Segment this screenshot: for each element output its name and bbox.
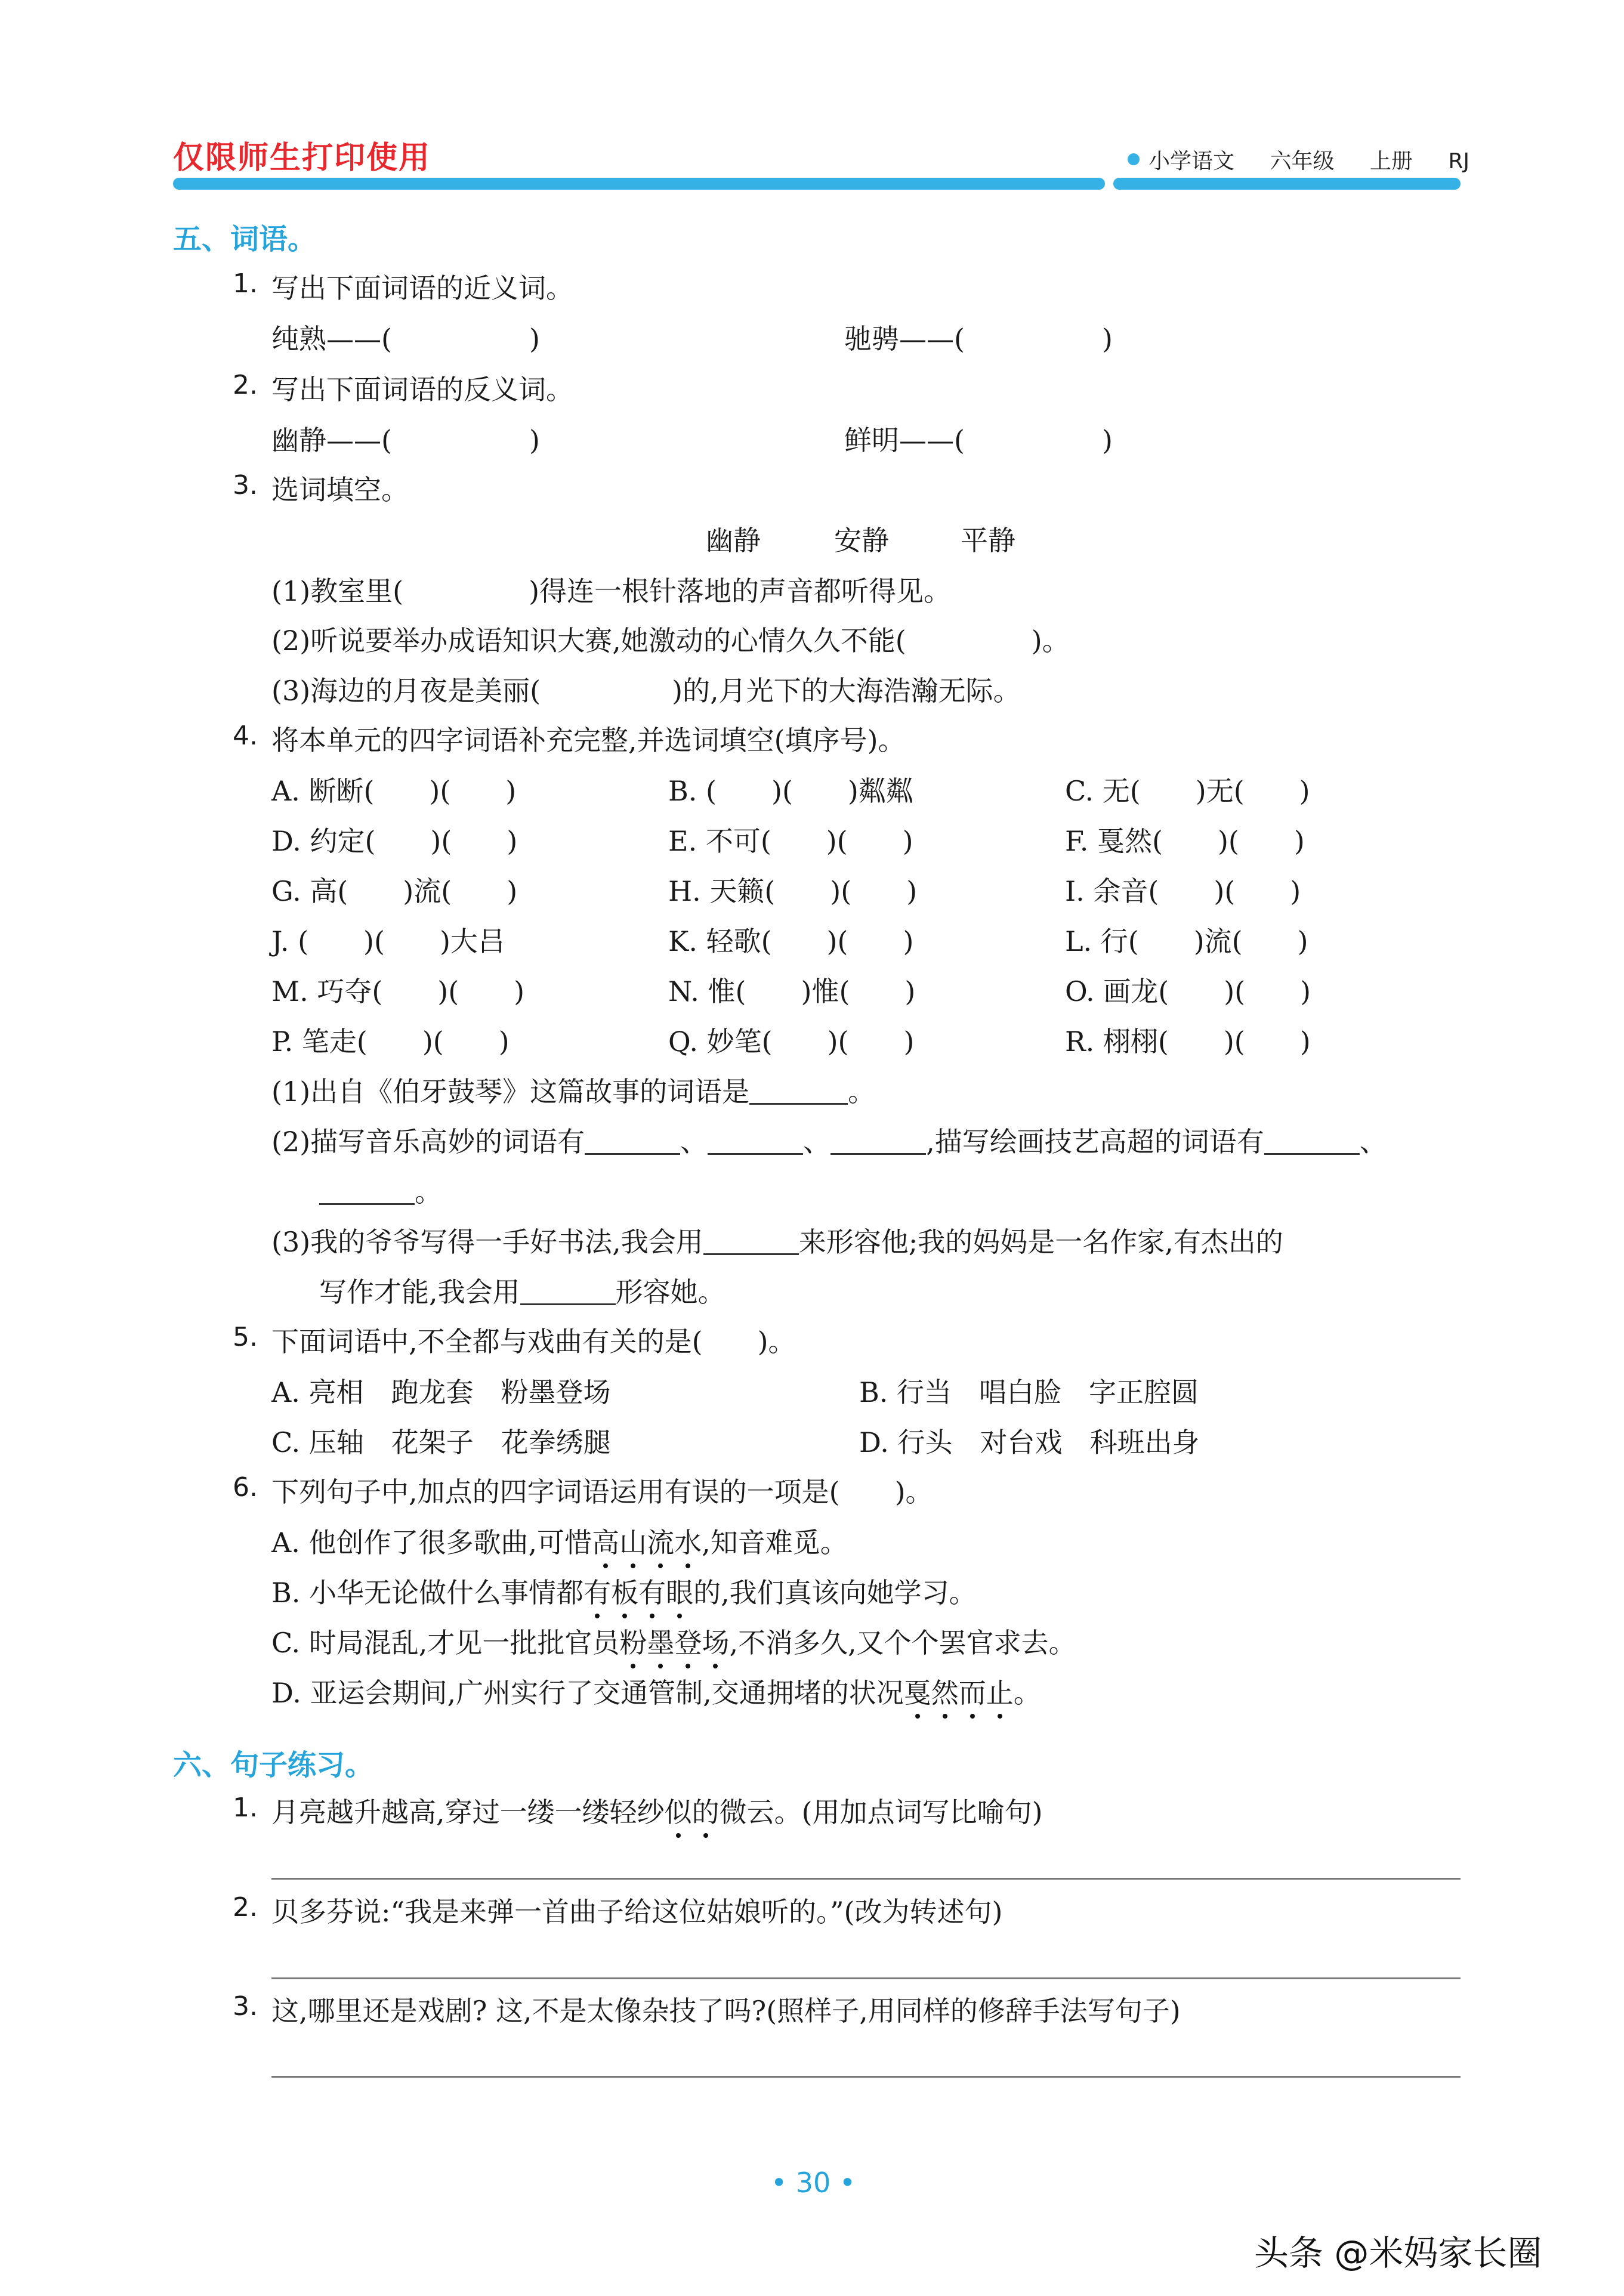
volume-label: 上册 <box>1369 149 1413 174</box>
q6-text: 下列句子中,加点的四字词语运用有误的一项是( )。 <box>271 1476 933 1508</box>
q6-option-A: A. 他创作了很多歌曲,可惜高山流水,知音难觅。 <box>271 1526 848 1559</box>
q4-item-J: J. ( )( )大吕 <box>271 925 505 957</box>
q4-sub-2-cont: 。 <box>319 1170 442 1210</box>
s6-q1-text: 月亮越升越高,穿过一缕一缕轻纱似的微云。(用加点词写比喻句) <box>271 1796 1043 1828</box>
s6-q2-text: 贝多芬说:“我是来弹一首曲子给这位姑娘听的。”(改为转述句) <box>271 1896 1003 1928</box>
q4-sub-3: (3)我的爷爷写得一手好书法,我会用 来形容他;我的妈妈是一名作家,有杰出的 <box>271 1226 1283 1258</box>
q2-left-item: 幽静——( ) <box>271 424 540 456</box>
q4-item-R: R. 栩栩( )( ) <box>1065 1025 1311 1058</box>
section-6-title: 六、句子练习。 <box>173 1748 374 1782</box>
page-number: • 30 • <box>771 2167 856 2199</box>
s6-q3-number: 3. <box>233 1991 258 2022</box>
q4-item-M: M. 巧夺( )( ) <box>271 975 525 1008</box>
q3-word-3: 平静 <box>961 524 1015 557</box>
header-bar-left <box>173 178 1105 190</box>
q5-option-C: C. 压轴 花架子 花拳绣腿 <box>271 1426 611 1458</box>
s6-q2-number: 2. <box>233 1892 258 1923</box>
q1-text: 写出下面词语的近义词。 <box>271 272 573 304</box>
watermark-title: 仅限师生打印使用 <box>173 140 431 176</box>
q4-item-F: F. 戛然( )( ) <box>1065 825 1305 857</box>
q4-item-G: G. 高( )流( ) <box>271 875 518 907</box>
q6-option-C: C. 时局混乱,才见一批批官员粉墨登场,不消多久,又个个罢官求去。 <box>271 1627 1076 1659</box>
q3-item-2: (2)听说要举办成语知识大赛,她激动的心情久久不能( )。 <box>271 625 1070 657</box>
s6-q3-text: 这,哪里还是戏剧? 这,不是太像杂技了吗?(照样子,用同样的修辞手法写句子) <box>271 1995 1181 2027</box>
q3-text: 选词填空。 <box>271 474 409 506</box>
q4-item-B: B. ( )( )粼粼 <box>668 775 913 807</box>
q4-item-L: L. 行( )流( ) <box>1065 925 1308 957</box>
q2-right-item: 鲜明——( ) <box>844 424 1113 456</box>
footer-brand-watermark: 头条 @米妈家长圈 <box>1254 2233 1542 2273</box>
q3-item-3: (3)海边的月夜是美丽( )的,月光下的大海浩瀚无际。 <box>271 675 1021 707</box>
q4-item-A: A. 断断( )( ) <box>271 775 517 807</box>
subject-label: 小学语文 <box>1148 149 1235 174</box>
q4-item-D: D. 约定( )( ) <box>271 825 518 857</box>
q1-number: 1. <box>233 268 258 299</box>
q4-item-H: H. 天籁( )( ) <box>668 875 918 907</box>
header-book-info <box>1148 144 1469 175</box>
section-5-title: 五、词语。 <box>173 223 317 256</box>
q6-number: 6. <box>233 1472 258 1503</box>
q4-item-P: P. 笔走( )( ) <box>271 1025 510 1058</box>
q3-word-2: 安静 <box>834 524 889 557</box>
s6-q1-number: 1. <box>233 1793 258 1823</box>
q2-number: 2. <box>233 370 258 400</box>
s6-q3-answer-line[interactable] <box>271 2076 1461 2078</box>
q6-option-B: B. 小华无论做什么事情都有板有眼的,我们真该向她学习。 <box>271 1577 977 1609</box>
q4-sub-1: (1)出自《伯牙鼓琴》这篇故事的词语是 。 <box>271 1076 876 1108</box>
q4-sub-3-cont: 写作才能,我会用 形容她。 <box>319 1276 725 1308</box>
q4-item-N: N. 惟( )惟( ) <box>668 975 916 1008</box>
q4-sub-2: (2)描写音乐高妙的词语有 、 、 ,描写绘画技艺高超的词语有 、 <box>271 1126 1387 1158</box>
header-bar-right <box>1113 178 1461 190</box>
grade-label: 六年级 <box>1270 149 1335 174</box>
q5-option-D: D. 行头 对台戏 科班出身 <box>859 1426 1200 1458</box>
q3-number: 3. <box>233 470 258 500</box>
q4-item-C: C. 无( )无( ) <box>1065 775 1310 807</box>
header-dot-icon <box>1128 153 1140 165</box>
edition-label: RJ <box>1448 149 1470 174</box>
q4-item-Q: Q. 妙笔( )( ) <box>668 1025 915 1058</box>
q4-number: 4. <box>233 721 258 751</box>
q2-text: 写出下面词语的反义词。 <box>271 373 573 406</box>
q3-word-1: 幽静 <box>706 524 761 557</box>
s6-q2-answer-line[interactable] <box>271 1977 1461 1979</box>
q4-item-I: I. 余音( )( ) <box>1065 875 1301 907</box>
s6-q1-answer-line[interactable] <box>271 1878 1461 1880</box>
q4-item-O: O. 画龙( )( ) <box>1065 975 1311 1008</box>
q4-text: 将本单元的四字词语补充完整,并选词填空(填序号)。 <box>271 724 906 756</box>
q5-text: 下面词语中,不全都与戏曲有关的是( )。 <box>271 1325 796 1358</box>
q3-item-1: (1)教室里( )得连一根针落地的声音都听得见。 <box>271 575 952 607</box>
q1-left-item: 纯熟——( ) <box>271 323 540 355</box>
q4-item-E: E. 不可( )( ) <box>668 825 913 857</box>
q5-number: 5. <box>233 1322 258 1352</box>
q1-right-item: 驰骋——( ) <box>844 323 1113 355</box>
q5-option-A: A. 亮相 跑龙套 粉墨登场 <box>271 1376 611 1408</box>
q6-option-D: D. 亚运会期间,广州实行了交通管制,交通拥堵的状况戛然而止。 <box>271 1677 1041 1709</box>
q4-item-K: K. 轻歌( )( ) <box>668 925 914 957</box>
q5-option-B: B. 行当 唱白脸 字正腔圆 <box>859 1376 1199 1408</box>
